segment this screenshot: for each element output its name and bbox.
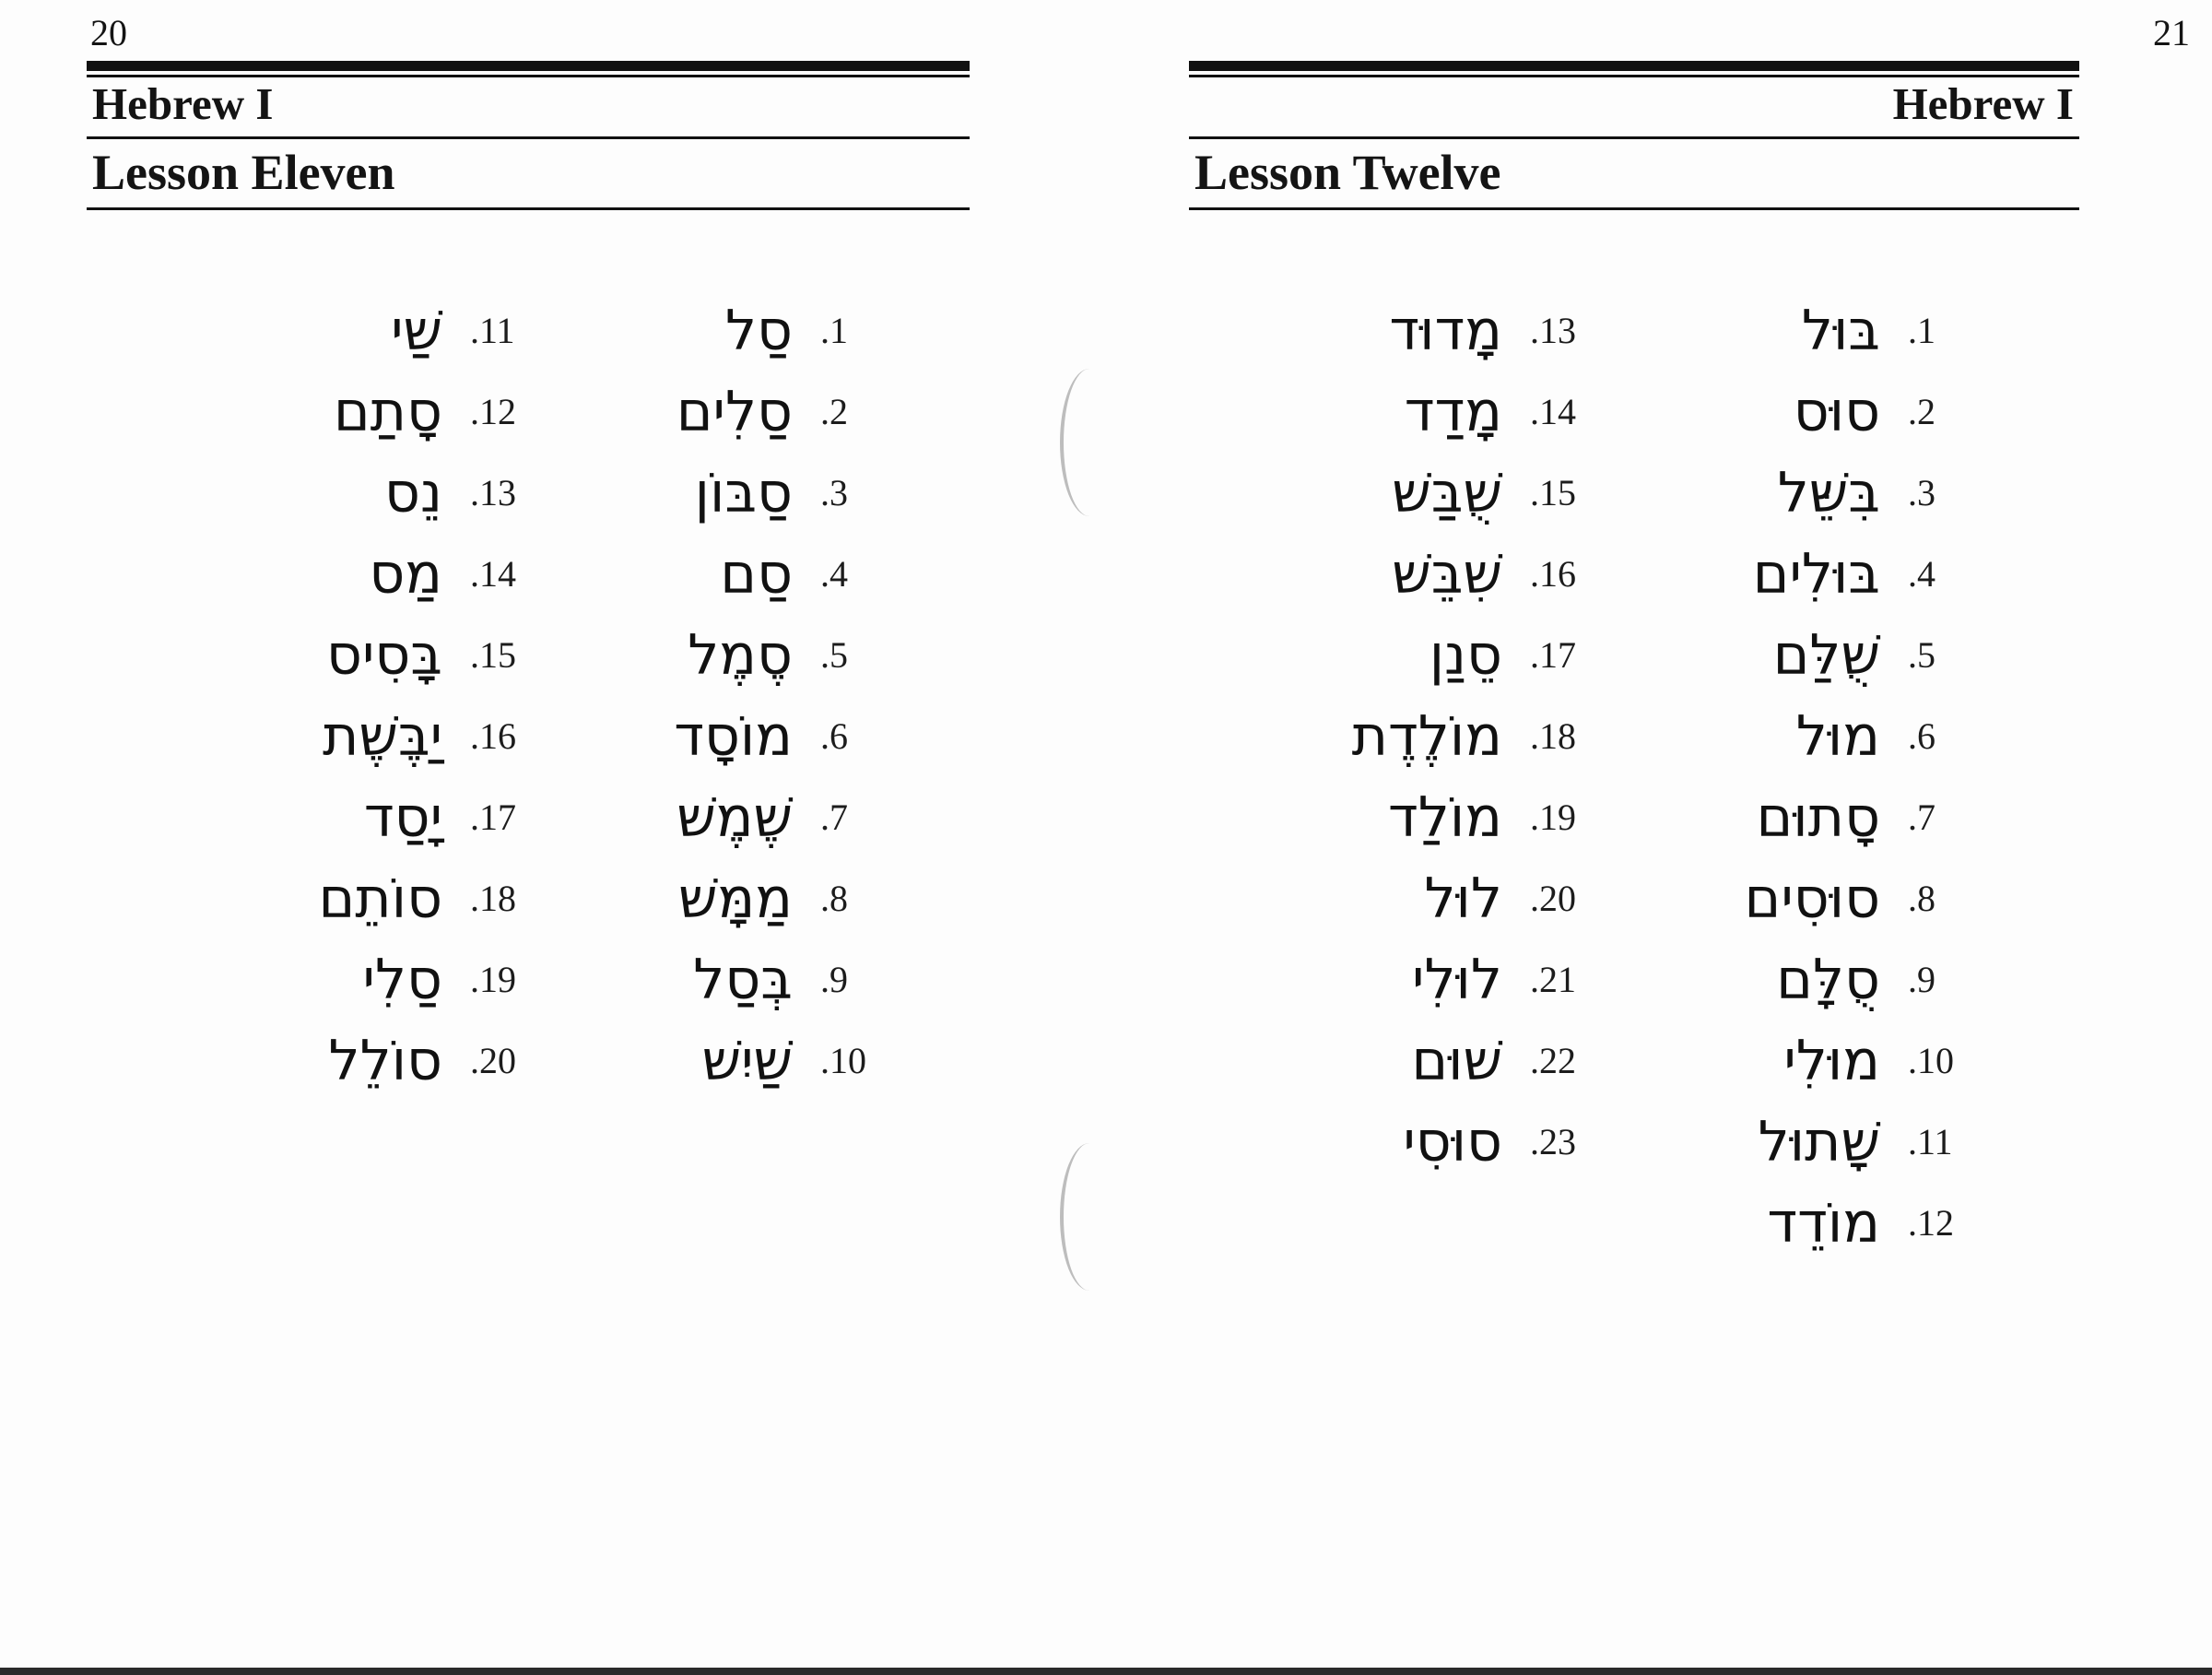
hebrew-word: יָסַד	[363, 785, 442, 850]
list-item	[1677, 1020, 1982, 1102]
list-item	[1677, 858, 1982, 939]
item-number: .4	[1908, 553, 1936, 595]
item-number: .13	[1530, 310, 1576, 351]
binding-staple	[1060, 1143, 1119, 1291]
list-item	[1677, 939, 1982, 1020]
list-item	[1677, 1183, 1982, 1264]
item-number: .6	[820, 715, 848, 757]
header-rule	[1189, 136, 2079, 139]
hebrew-word: מוּל	[1795, 704, 1880, 769]
list-item	[221, 615, 544, 696]
header-rule	[87, 61, 970, 71]
list-item	[221, 858, 544, 939]
list-item	[590, 939, 894, 1020]
item-number: .9	[820, 959, 848, 1000]
item-number: .14	[470, 553, 516, 595]
item-number: .16	[470, 715, 516, 757]
list-item	[590, 615, 894, 696]
hebrew-word: מוֹסָד	[674, 704, 793, 769]
page-edge	[0, 1668, 2212, 1675]
item-number: .10	[820, 1040, 866, 1081]
item-number: .21	[1530, 959, 1576, 1000]
item-number: .10	[1908, 1040, 1954, 1081]
header-rule	[1189, 61, 2079, 71]
page-number: 21	[2153, 12, 2190, 53]
item-number: .16	[1530, 553, 1576, 595]
item-number: .13	[470, 472, 516, 513]
item-number: .19	[1530, 796, 1576, 838]
hebrew-word: סַלִים	[676, 380, 793, 444]
hebrew-word: מָדוּד	[1389, 299, 1502, 363]
list-item	[1281, 1102, 1604, 1183]
item-number: .14	[1530, 391, 1576, 432]
list-item	[590, 453, 894, 534]
lesson-title: Lesson Twelve	[1194, 145, 1501, 200]
hebrew-word: שַׁיִשׁ	[701, 1029, 793, 1093]
list-item	[1677, 372, 1982, 453]
list-item	[590, 1020, 894, 1102]
hebrew-word: מוֹלַד	[1388, 785, 1502, 850]
course-title: Hebrew I	[92, 78, 274, 129]
list-item	[1281, 290, 1604, 372]
list-item	[1677, 534, 1982, 615]
list-item	[221, 696, 544, 777]
word-list-column	[590, 290, 894, 1102]
hebrew-word: סוֹלֵל	[328, 1029, 442, 1093]
item-number: .17	[470, 796, 516, 838]
item-number: .2	[1908, 391, 1936, 432]
item-number: .18	[1530, 715, 1576, 757]
page-header	[1189, 61, 2079, 210]
item-number: .19	[470, 959, 516, 1000]
list-item	[221, 1020, 544, 1102]
list-item	[1281, 939, 1604, 1020]
hebrew-word: מָדַד	[1404, 380, 1502, 444]
item-number: .7	[1908, 796, 1936, 838]
hebrew-word: סוּס	[1793, 380, 1880, 444]
list-item	[590, 372, 894, 453]
item-number: .18	[470, 878, 516, 919]
list-item	[590, 858, 894, 939]
hebrew-word: בּוּלִים	[1752, 542, 1880, 607]
list-item	[1281, 615, 1604, 696]
item-number: .3	[1908, 472, 1936, 513]
item-number: .20	[470, 1040, 516, 1081]
right-page	[1106, 0, 2212, 1675]
hebrew-word: שִׁבֵּשׁ	[1392, 542, 1502, 607]
item-number: .4	[820, 553, 848, 595]
page-number: 20	[90, 12, 127, 53]
hebrew-word: סָתוּם	[1756, 785, 1880, 850]
list-item	[1677, 453, 1982, 534]
hebrew-word: סַלִי	[362, 948, 442, 1012]
hebrew-word: סָתַם	[333, 380, 442, 444]
word-list-column	[1281, 290, 1604, 1183]
hebrew-word: לוּלִי	[1412, 948, 1502, 1012]
lesson-title: Lesson Eleven	[92, 145, 395, 200]
item-number: .1	[1908, 310, 1936, 351]
hebrew-word: מוֹדֵד	[1767, 1191, 1880, 1256]
list-item	[221, 290, 544, 372]
item-number: .23	[1530, 1121, 1576, 1162]
word-list-column	[221, 290, 544, 1102]
item-number: .8	[1908, 878, 1936, 919]
item-number: .6	[1908, 715, 1936, 757]
header-rule	[87, 207, 970, 210]
item-number: .5	[1908, 634, 1936, 676]
header-rule	[1189, 207, 2079, 210]
list-item	[590, 777, 894, 858]
hebrew-word: מוּלִי	[1783, 1029, 1880, 1093]
item-number: .11	[470, 310, 515, 351]
item-number: .11	[1908, 1121, 1953, 1162]
list-item	[590, 696, 894, 777]
list-item	[1281, 777, 1604, 858]
item-number: .9	[1908, 959, 1936, 1000]
page-header	[87, 61, 970, 210]
item-number: .12	[470, 391, 516, 432]
hebrew-word: סַם	[720, 542, 793, 607]
hebrew-word: סֻלָּם	[1776, 948, 1880, 1012]
hebrew-word: שֻׁלַּם	[1772, 623, 1880, 688]
list-item	[1281, 1020, 1604, 1102]
list-item	[221, 534, 544, 615]
hebrew-word: מוֹלֶדֶת	[1351, 704, 1502, 769]
item-number: .1	[820, 310, 848, 351]
hebrew-word: שָׁתוּל	[1758, 1110, 1880, 1174]
hebrew-word: סוֹתֵם	[318, 867, 442, 931]
item-number: .15	[1530, 472, 1576, 513]
hebrew-word: לוּל	[1424, 867, 1502, 931]
hebrew-word: מַמָּשׁ	[677, 867, 793, 931]
item-number: .2	[820, 391, 848, 432]
hebrew-word: סַל	[724, 299, 793, 363]
list-item	[1677, 696, 1982, 777]
item-number: .5	[820, 634, 848, 676]
list-item	[1677, 777, 1982, 858]
hebrew-word: שֻׁבַּשׁ	[1392, 461, 1502, 525]
hebrew-word: סֵנַן	[1429, 623, 1502, 688]
item-number: .15	[470, 634, 516, 676]
list-item	[1281, 858, 1604, 939]
hebrew-word: סֶמֶל	[688, 623, 793, 688]
hebrew-word: בּוּל	[1801, 299, 1880, 363]
list-item	[1281, 534, 1604, 615]
hebrew-word: יַבֶּשֶׁת	[322, 704, 442, 769]
item-number: .20	[1530, 878, 1576, 919]
list-item	[221, 372, 544, 453]
hebrew-word: שֶׁמֶשׁ	[677, 785, 793, 850]
course-title: Hebrew I	[1892, 78, 2074, 129]
hebrew-word: נֵס	[384, 461, 442, 525]
hebrew-word: סַבּוֹן	[694, 461, 793, 525]
list-item	[590, 534, 894, 615]
list-item	[1677, 290, 1982, 372]
item-number: .7	[820, 796, 848, 838]
list-item	[221, 453, 544, 534]
list-item	[221, 939, 544, 1020]
list-item	[1677, 615, 1982, 696]
list-item	[1281, 696, 1604, 777]
item-number: .12	[1908, 1202, 1954, 1244]
item-number: .17	[1530, 634, 1576, 676]
item-number: .22	[1530, 1040, 1576, 1081]
item-number: .8	[820, 878, 848, 919]
hebrew-word: מַס	[369, 542, 442, 607]
list-item	[590, 290, 894, 372]
list-item	[221, 777, 544, 858]
hebrew-word: בִּשֵּׁל	[1777, 461, 1880, 525]
hebrew-word: שׁוּם	[1411, 1029, 1502, 1093]
hebrew-word: בָּסִיס	[326, 623, 442, 688]
hebrew-word: בְּסַל	[693, 948, 793, 1012]
header-rule	[87, 136, 970, 139]
list-item	[1281, 372, 1604, 453]
hebrew-word: סוּסִים	[1744, 867, 1880, 931]
hebrew-word: שַׁי	[391, 299, 442, 363]
hebrew-word: סוּסִי	[1403, 1110, 1502, 1174]
list-item	[1677, 1102, 1982, 1183]
list-item	[1281, 453, 1604, 534]
word-list-column	[1677, 290, 1982, 1264]
binding-staple	[1060, 369, 1119, 516]
item-number: .3	[820, 472, 848, 513]
